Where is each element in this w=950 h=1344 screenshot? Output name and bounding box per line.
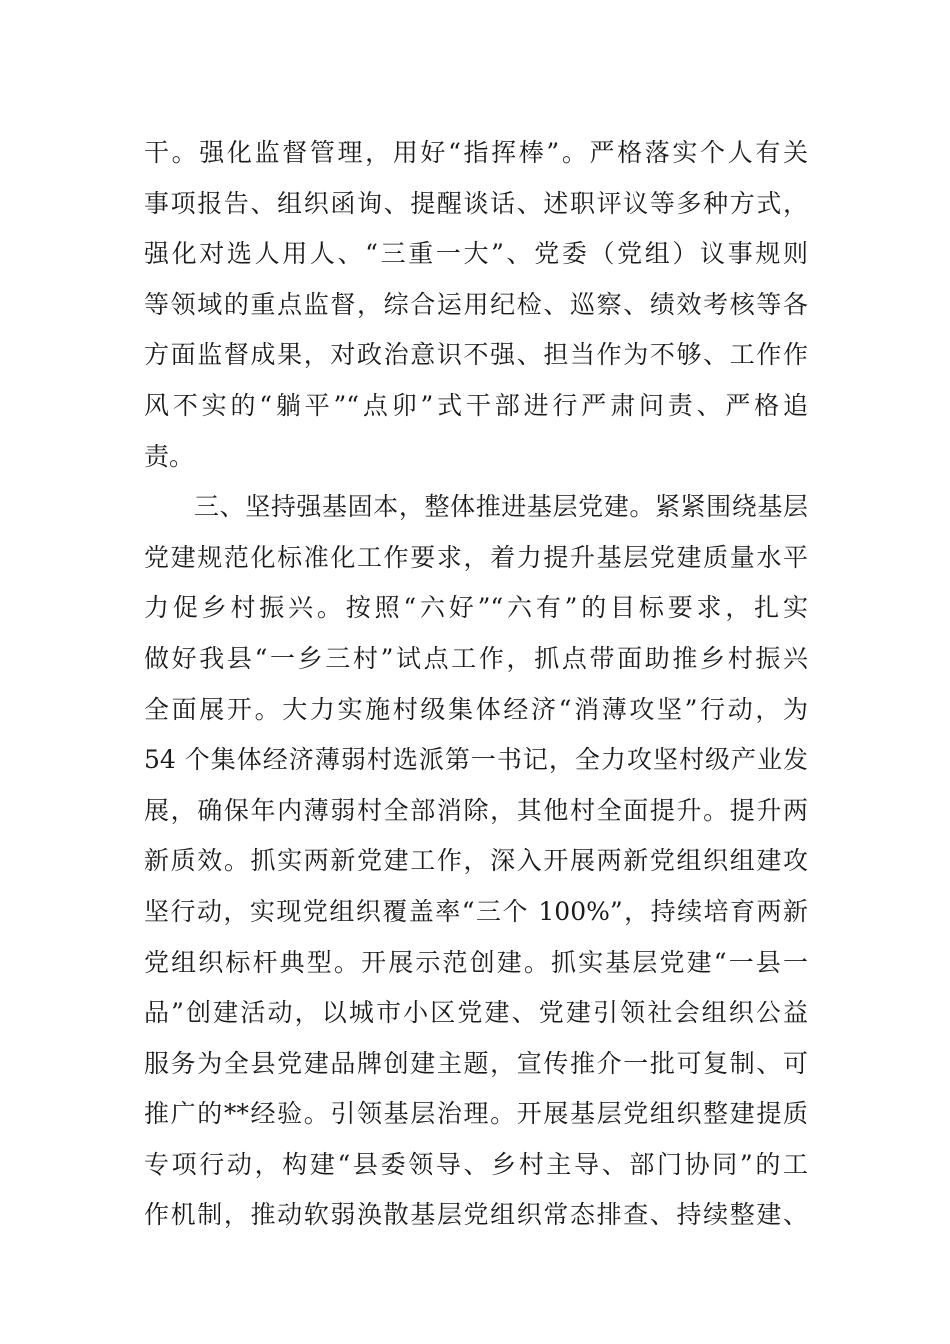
paragraph-2 — [144, 482, 808, 1241]
paragraph-line: 展，确保年内薄弱村全部消除，其他村全面提升。提升两 — [144, 795, 808, 825]
paragraph-line: 党建规范化标准化工作要求，着力提升基层党建质量水平 — [144, 542, 808, 572]
paragraph-line: 新质效。抓实两新党建工作，深入开展两新党组织组建攻 — [144, 846, 808, 876]
paragraph-line: 事项报告、组织函询、提醒谈话、述职评议等多种方式， — [144, 188, 808, 218]
paragraph-line: 全面展开。大力实施村级集体经济“消薄攻坚”行动，为 — [144, 694, 808, 724]
paragraph-line: 品”创建活动，以城市小区党建、党建引领社会组织公益 — [144, 998, 808, 1028]
paragraph-line: 推广的**经验。引领基层治理。开展基层党组织整建提质 — [144, 1099, 808, 1129]
paragraph-1 — [144, 128, 808, 482]
section-heading-line: 三、坚持强基固本，整体推进基层党建。紧紧围绕基层 — [194, 492, 808, 522]
paragraph-line: 风不实的“躺平”“点卯”式干部进行严肃问责、严格追 — [144, 390, 808, 420]
paragraph-line: 责。 — [144, 441, 195, 471]
paragraph-line: 干。强化监督管理，用好“指挥棒”。严格落实个人有关 — [144, 138, 808, 167]
paragraph-line: 专项行动，构建“县委领导、乡村主导、部门协同”的工 — [144, 1149, 808, 1179]
paragraph-line: 力促乡村振兴。按照“六好”“六有”的目标要求，扎实 — [144, 593, 808, 623]
paragraph-line: 作机制，推动软弱涣散基层党组织常态排查、持续整建、 — [144, 1200, 808, 1230]
paragraph-line: 54 个集体经济薄弱村选派第一书记，全力攻坚村级产业发 — [144, 745, 808, 775]
document-body — [144, 128, 808, 1241]
paragraph-line: 服务为全县党建品牌创建主题，宣传推介一批可复制、可 — [144, 1048, 808, 1078]
paragraph-line: 强化对选人用人、“三重一大”、党委（党组）议事规则 — [144, 239, 808, 269]
paragraph-line: 坚行动，实现党组织覆盖率“三个 100%”，持续培育两新 — [144, 896, 808, 926]
paragraph-line: 党组织标杆典型。开展示范创建。抓实基层党建“一县一 — [144, 947, 808, 977]
paragraph-line: 方面监督成果，对政治意识不强、担当作为不够、工作作 — [144, 340, 808, 370]
paragraph-line: 做好我县“一乡三村”试点工作，抓点带面助推乡村振兴 — [144, 643, 808, 673]
paragraph-line: 等领域的重点监督，综合运用纪检、巡察、绩效考核等各 — [144, 289, 808, 319]
